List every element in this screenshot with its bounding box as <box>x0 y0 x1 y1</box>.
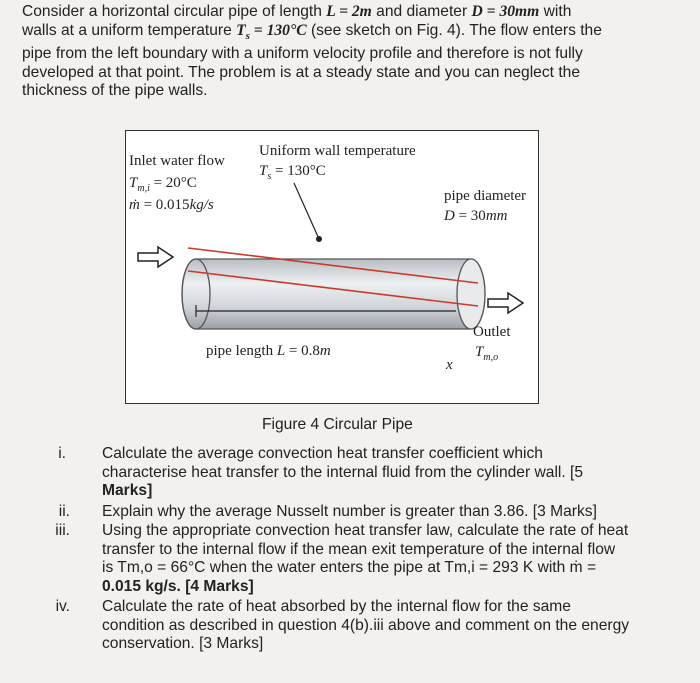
intro-line-4: developed at that point. The problem is at a steady state and you can neglect the <box>22 63 580 81</box>
inlet-title: Inlet water flow <box>129 153 225 169</box>
intro-line-2: walls at a uniform temperature $T_s = 130^\circ C$ (see sketch on Fig. 4). The flow enters the <box>22 21 602 42</box>
pipe-outlet-end <box>457 259 485 329</box>
problem-statement <box>22 3 672 101</box>
question-iii: iii. Using the appropriate convection heat transfer law, calculate the rate of heat transfer to the internal flow if the mean exit temperature of the internal flow is Tm,o = 66°C when the water enters the pipe at Tm,i = 293 K with ṁ = 0.015 kg/s. [4 Marks] <box>55 522 629 595</box>
outlet-arrow <box>488 293 523 313</box>
diameter-title: pipe diameter <box>444 188 527 204</box>
question-ii: ii. Explain why the average Nusselt number is greater than 3.86. [3 Marks] <box>58 503 597 520</box>
wall-temp-label: $T_s = 130^\circ C$ <box>259 163 326 182</box>
intro-line-5: thickness of the pipe walls. <box>22 82 208 100</box>
length-label: pipe length L = 0.8m <box>206 343 331 359</box>
wall-temp-symbol: $T_s$ <box>236 21 250 42</box>
question-i: i. Calculate the average convection heat transfer coefficient which characterise heat transfer to the internal fluid from the cylinder wall. [5 Marks] <box>58 445 584 500</box>
question-iv: iv. Calculate the rate of heat absorbed by the internal flow for the same condition as described in question 4(b).iii above and comment on the energy conservation. [3 Marks] <box>55 598 630 653</box>
inlet-mass-flow: ṁ = 0.015kg/s <box>129 197 214 213</box>
wall-pointer-dot <box>316 236 322 242</box>
inlet-temp: $T_{m,i} = 20^\circ C$ <box>129 175 197 194</box>
figure-caption: Figure 4 Circular Pipe <box>262 416 413 433</box>
question-list <box>0 445 700 656</box>
diameter-value: D = 30mm <box>471 3 540 20</box>
outlet-title: Outlet <box>473 324 511 340</box>
wall-temp-title: Uniform wall temperature <box>259 143 416 159</box>
length-value: L = 2m <box>326 3 372 20</box>
outlet-temp: $T_{m,o}$ <box>475 344 499 363</box>
diameter-label: D = 30mm <box>444 208 508 224</box>
wall-pointer <box>294 183 319 239</box>
pipe-body <box>182 259 485 329</box>
wall-temp-value: = 130°C <box>249 21 307 39</box>
pipe-figure <box>125 130 539 404</box>
intro-line-3: pipe from the left boundary with a uniform velocity profile and therefore is not fully <box>22 45 583 63</box>
intro-line-1: Consider a horizontal circular pipe of length L = 2m and diameter D = 30mm with <box>22 3 572 20</box>
x-label: x <box>446 357 453 373</box>
inlet-arrow <box>138 247 173 267</box>
